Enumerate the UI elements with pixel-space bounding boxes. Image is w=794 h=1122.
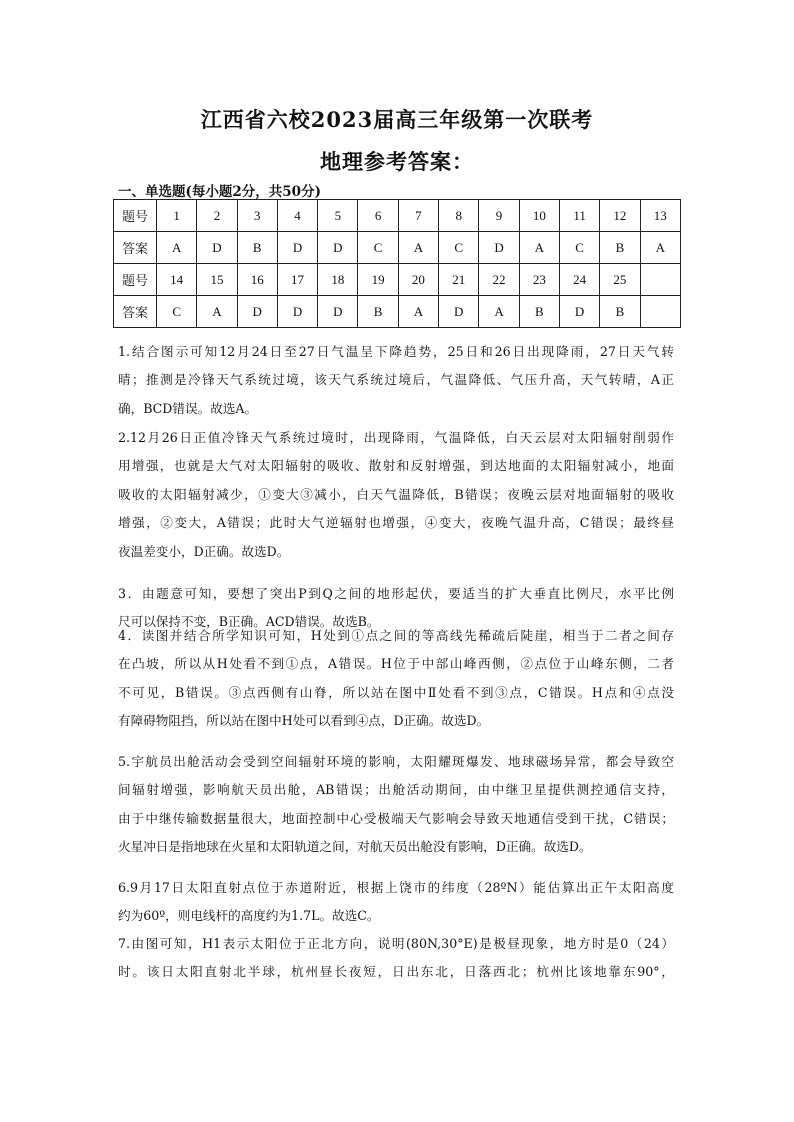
table-cell: 21	[439, 264, 479, 296]
table-cell: B	[600, 232, 640, 264]
text-line: 4．读图并结合所学知识可知，H处到①点之间的等高线先稀疏后陡崖，相当于二者之间存	[118, 628, 674, 643]
answer-explanation-6	[118, 874, 674, 931]
table-cell: D	[237, 296, 277, 328]
table-cell: 15	[197, 264, 237, 296]
text-line: 晴；推测是冷锋天气系统过境，该天气系统过境后，气温降低、气压升高，天气转晴，A正	[118, 372, 674, 388]
table-cell: D	[439, 296, 479, 328]
table-cell: 9	[479, 200, 519, 232]
text-line: 增强，②变大，A错误；此时大气逆辐射也增强，④变大，夜晚气温升高，C错误；最终昼	[118, 515, 674, 531]
table-cell: B	[358, 296, 398, 328]
table-row	[114, 296, 681, 328]
table-cell: C	[358, 232, 398, 264]
table-cell: 24	[559, 264, 599, 296]
table-cell: A	[157, 232, 197, 264]
text-line: 3．由题意可知，要想了突出P到Q之间的地形起伏，要适当的扩大垂直比例尺，水平比例	[118, 586, 674, 601]
table-cell: 7	[398, 200, 438, 232]
table-cell	[640, 264, 680, 296]
table-cell: B	[600, 296, 640, 328]
table-cell: D	[277, 232, 317, 264]
text-line: 由于中继传输数据量很大，地面控制中心受极端天气影响会导致天地通信受到干扰，C错误；	[118, 810, 674, 826]
table-cell: 3	[237, 200, 277, 232]
table-cell: 18	[318, 264, 358, 296]
table-cell: 25	[600, 264, 640, 296]
table-cell: 20	[398, 264, 438, 296]
table-cell: 6	[358, 200, 398, 232]
table-cell: 17	[277, 264, 317, 296]
table-cell: A	[640, 232, 680, 264]
section-heading: 一、单选题(每小题2分，共50分)	[118, 184, 321, 200]
table-cell: D	[559, 296, 599, 328]
table-cell: 16	[237, 264, 277, 296]
table-cell: 5	[318, 200, 358, 232]
table-row	[114, 264, 681, 296]
table-row	[114, 200, 681, 232]
text-line: 6.9月17日太阳直射点位于赤道附近，根据上饶市的纬度（28ºN）能估算出正午太阳高度	[118, 880, 674, 895]
text-line: 时。该日太阳直射北半球，杭州昼长夜短，日出东北，日落西北；杭州比该地靠东90°，	[118, 964, 674, 980]
table-cell: 12	[600, 200, 640, 232]
answer-explanation-1	[118, 338, 674, 423]
text-line: 确，BCD错误。故选A。	[118, 400, 258, 416]
table-cell: A	[398, 232, 438, 264]
table-cell: D	[318, 296, 358, 328]
answer-table	[113, 199, 681, 328]
table-cell: A	[398, 296, 438, 328]
text-line: 火星冲日是指地球在火星和太阳轨道之间，对航天员出舱没有影响，D正确。故选D。	[118, 839, 592, 855]
table-cell: 1	[157, 200, 197, 232]
text-line: 吸收的太阳辐射减少，①变大③减小，白天气温降低，B错误；夜晚云层对地面辐射的吸收	[118, 486, 674, 502]
text-line: 有障碍物阻挡，所以站在图中H处可以看到④点，D正确。故选D。	[118, 713, 490, 729]
table-cell: B	[237, 232, 277, 264]
table-cell: 4	[277, 200, 317, 232]
table-cell: 10	[519, 200, 559, 232]
table-cell: 11	[559, 200, 599, 232]
row-header-cell: 答案	[114, 296, 157, 328]
table-cell: 19	[358, 264, 398, 296]
text-line: 约为60º，则电线杆的高度约为1.7L。故选C。	[118, 908, 380, 924]
text-line: 7.由图可知，H1表示太阳位于正北方向，说明(80N,30°E)是极昼现象，地方时是0（24）	[118, 936, 674, 951]
row-header-cell: 题号	[114, 264, 157, 296]
table-cell: D	[318, 232, 358, 264]
document-subtitle: 地理参考答案：	[320, 149, 474, 174]
text-line: 夜温差变小，D正确。故选D。	[118, 543, 290, 559]
table-cell: 13	[640, 200, 680, 232]
text-line: 5.宇航员出舱活动会受到空间辐射环境的影响，太阳耀斑爆发、地球磁场异常，都会导致空	[118, 754, 674, 769]
text-line: 用增强，也就是大气对太阳辐射的吸收、散射和反射增强，到达地面的太阳辐射减小，地面	[118, 458, 674, 474]
table-row	[114, 232, 681, 264]
table-cell: 14	[157, 264, 197, 296]
table-cell: 2	[197, 200, 237, 232]
table-cell: C	[157, 296, 197, 328]
table-cell: D	[197, 232, 237, 264]
table-cell: 22	[479, 264, 519, 296]
answer-explanation-7	[118, 930, 674, 987]
table-cell: C	[559, 232, 599, 264]
text-line: 在凸坡，所以从H处看不到①点，A错误。H位于中部山峰西侧，②点位于山峰东侧，二者	[118, 656, 674, 672]
table-cell: A	[197, 296, 237, 328]
table-cell: C	[439, 232, 479, 264]
table-cell: D	[479, 232, 519, 264]
table-cell: 23	[519, 264, 559, 296]
text-line: 间辐射增强，影响航天员出舱，AB错误；出舱活动期间，由中继卫星提供测控通信支持，	[118, 782, 674, 798]
text-line: 尺可以保持不变，B正确。ACD错误。故选B。	[118, 614, 380, 630]
table-cell: A	[519, 232, 559, 264]
table-cell: D	[277, 296, 317, 328]
answer-explanation-2	[118, 424, 674, 566]
document-title: 江西省六校2023届高三年级第一次联考	[200, 107, 594, 132]
answer-explanation-4	[118, 622, 674, 736]
row-header-cell: 题号	[114, 200, 157, 232]
table-cell: 8	[439, 200, 479, 232]
table-cell: B	[519, 296, 559, 328]
answer-explanation-5	[118, 748, 674, 862]
table-cell: A	[479, 296, 519, 328]
text-line: 2.12月26日正值冷锋天气系统过境时，出现降雨，气温降低，白天云层对太阳辐射削弱作	[118, 430, 674, 445]
row-header-cell: 答案	[114, 232, 157, 264]
text-line: 不可见，B错误。③点西侧有山脊，所以站在图中Ⅱ处看不到③点，C错误。H点和④点没	[118, 684, 674, 700]
text-line: 1.结合图示可知12月24日至27日气温呈下降趋势，25日和26日出现降雨，27日天气转	[118, 344, 674, 359]
table-cell	[640, 296, 680, 328]
